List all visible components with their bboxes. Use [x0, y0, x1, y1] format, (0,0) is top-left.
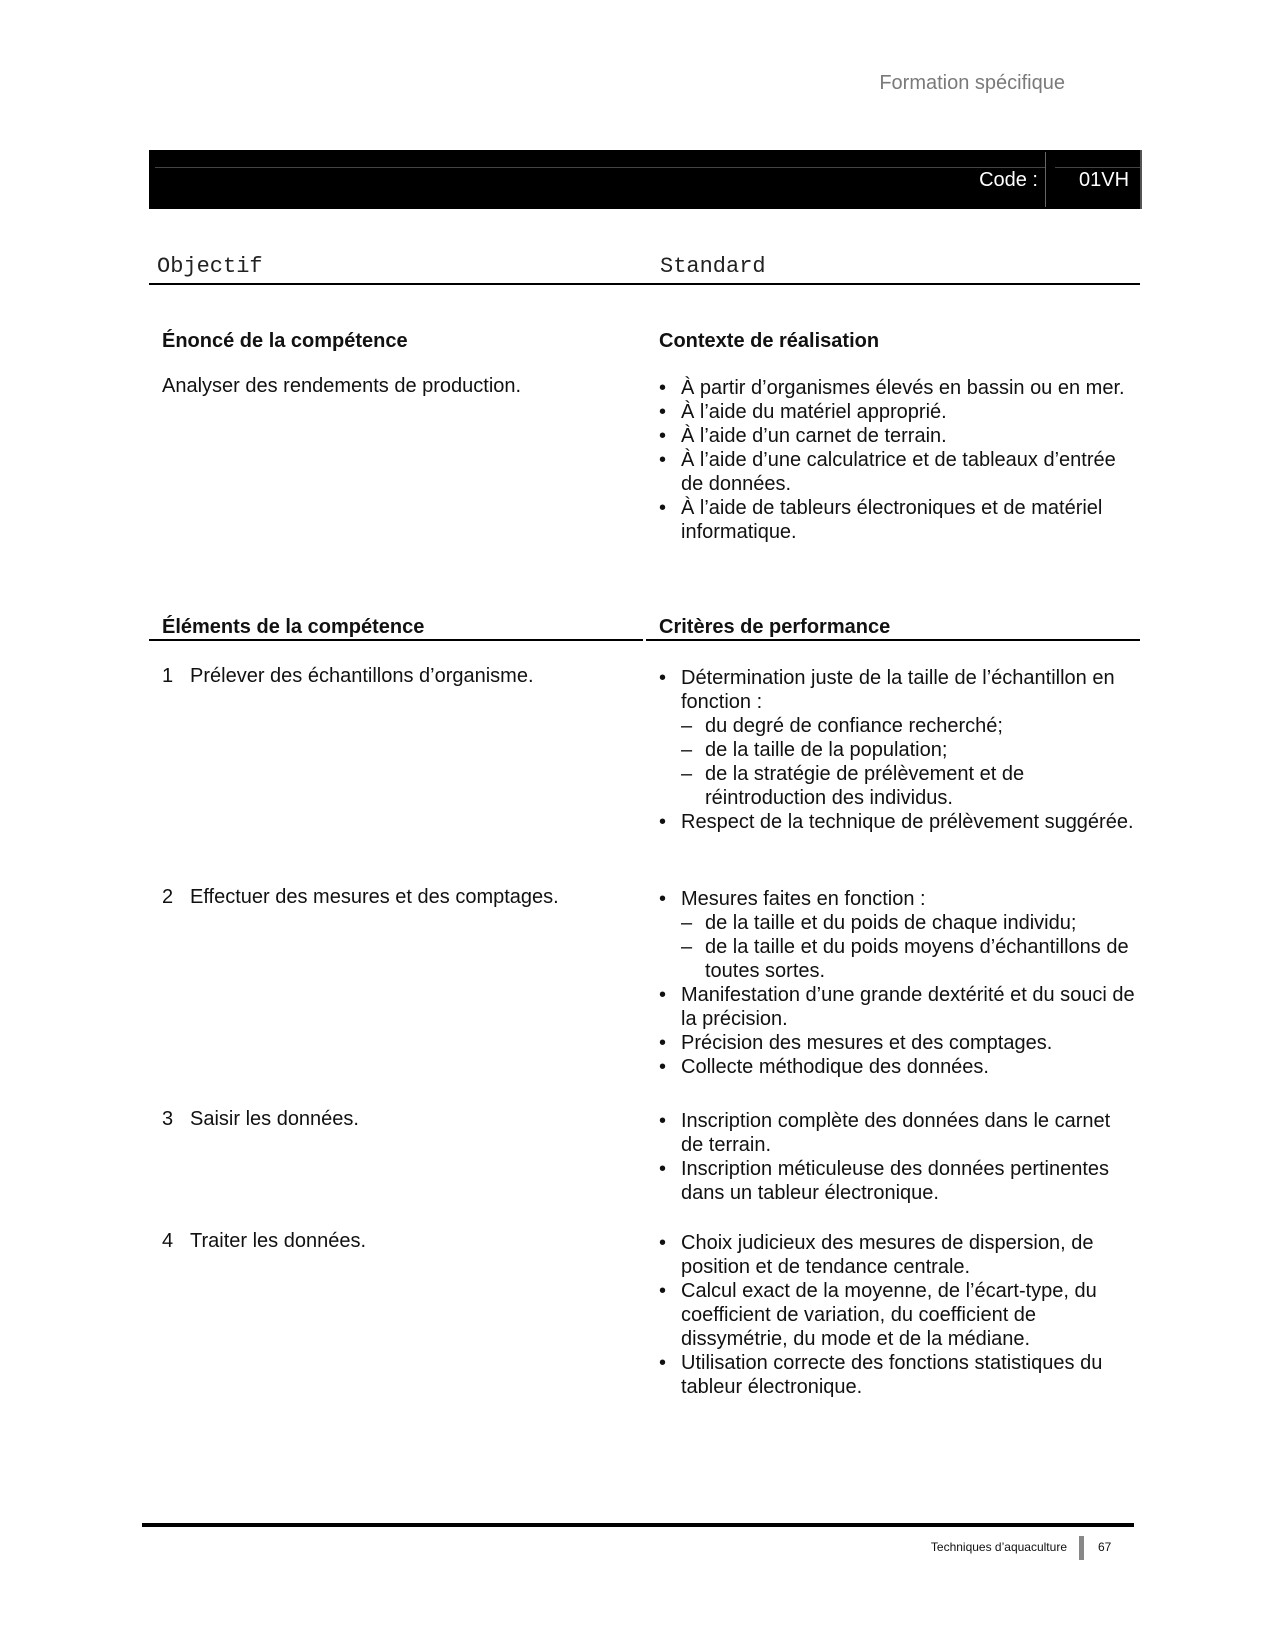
element-number: 1: [162, 665, 174, 687]
contexte-item: [659, 496, 1137, 544]
criterion-text: Précision des mesures et des comptages.: [681, 1032, 1053, 1054]
criterion-subitem-text: de la taille et du poids moyens d’échantillons de toutes sortes.: [705, 936, 1129, 982]
bullet-icon: •: [659, 449, 667, 471]
criteria-list: [659, 1109, 1137, 1205]
enonce-heading: Énoncé de la compétence: [162, 330, 408, 352]
contexte-item-text: À l’aide du matériel approprié.: [681, 401, 947, 423]
element-label: [162, 664, 632, 688]
bullet-icon: •: [659, 401, 667, 423]
dash-icon: –: [681, 912, 693, 934]
code-bar-divider: [1140, 150, 1142, 209]
bullet-icon: •: [659, 1056, 667, 1078]
criterion-subitem-text: de la taille de la population;: [705, 739, 948, 761]
section-title: Formation spécifique: [879, 72, 1065, 94]
element-number: 4: [162, 1230, 174, 1252]
bullet-icon: •: [659, 1232, 667, 1254]
bullet-icon: •: [659, 1032, 667, 1054]
code-value: 01VH: [1079, 169, 1130, 191]
contexte-heading: Contexte de réalisation: [659, 330, 880, 352]
bullet-icon: •: [659, 1352, 667, 1374]
criterion-text: Détermination juste de la taille de l’échantillon en fonction :: [681, 667, 1115, 713]
criterion-text: Inscription complète des données dans le carnet de terrain.: [681, 1110, 1111, 1156]
contexte-list: [659, 376, 1137, 544]
footer-divider: [1079, 1536, 1084, 1560]
contexte-item: [659, 376, 1137, 400]
criterion-item: [659, 666, 1137, 810]
dash-icon: –: [681, 715, 693, 737]
column-heading-standard: Standard: [660, 254, 766, 279]
element-text: Traiter les données.: [190, 1230, 367, 1252]
elements-heading: Éléments de la compétence: [162, 616, 425, 638]
contexte-item-text: À l’aide de tableurs électroniques et de matériel informatique.: [681, 497, 1103, 543]
criterion-item: [659, 1279, 1137, 1351]
bullet-icon: •: [659, 1280, 667, 1302]
element-text: Saisir les données.: [190, 1108, 359, 1130]
contexte-item-text: À l’aide d’une calculatrice et de tableaux d’entrée de données.: [681, 449, 1116, 495]
criteres-heading: Critères de performance: [659, 616, 891, 638]
dash-icon: –: [681, 763, 693, 785]
contexte-item: [659, 424, 1137, 448]
contexte-item: [659, 448, 1137, 496]
footer-rule: [142, 1523, 1134, 1527]
criterion-subitem: [681, 762, 1137, 810]
criterion-text: Choix judicieux des mesures de dispersion, de position et de tendance centrale.: [681, 1232, 1094, 1278]
criterion-text: Inscription méticuleuse des données pertinentes dans un tableur électronique.: [681, 1158, 1110, 1204]
criterion-item: [659, 1157, 1137, 1205]
code-bar-line: [1055, 167, 1140, 168]
footer-title: Techniques d’aquaculture: [930, 1540, 1067, 1554]
column-heading-rule: [149, 283, 1140, 285]
criterion-item: [659, 810, 1137, 834]
criterion-item: [659, 1031, 1137, 1055]
criterion-item: [659, 1351, 1137, 1399]
bullet-icon: •: [659, 425, 667, 447]
criterion-subitem: [681, 911, 1137, 935]
code-bar: [149, 150, 1142, 209]
criterion-item: [659, 983, 1137, 1031]
criterion-text: Manifestation d’une grande dextérité et du souci de la précision.: [681, 984, 1135, 1030]
criterion-item: [659, 887, 1137, 983]
criterion-subitem: [681, 935, 1137, 983]
criterion-subitem: [681, 738, 1137, 762]
page-number: 67: [1098, 1540, 1112, 1554]
criteria-list: [659, 666, 1137, 834]
element-number: 3: [162, 1108, 174, 1130]
criterion-item: [659, 1055, 1137, 1079]
criterion-text: Collecte méthodique des données.: [681, 1056, 989, 1078]
criterion-subitem: [681, 714, 1137, 738]
code-bar-divider: [1045, 152, 1046, 207]
criteres-rule: [646, 639, 1140, 641]
contexte-item: [659, 400, 1137, 424]
criterion-text: Utilisation correcte des fonctions statistiques du tableur électronique.: [681, 1352, 1103, 1398]
contexte-item-text: À partir d’organismes élevés en bassin ou en mer.: [681, 377, 1125, 399]
element-label: [162, 1107, 632, 1131]
bullet-icon: •: [659, 497, 667, 519]
criterion-item: [659, 1231, 1137, 1279]
enonce-text: Analyser des rendements de production.: [162, 375, 522, 397]
dash-icon: –: [681, 739, 693, 761]
element-text: Prélever des échantillons d’organisme.: [190, 665, 534, 687]
criterion-text: Mesures faites en fonction :: [681, 888, 926, 910]
bullet-icon: •: [659, 888, 667, 910]
criterion-sublist: [681, 911, 1137, 983]
bullet-icon: •: [659, 811, 667, 833]
criteria-list: [659, 887, 1137, 1079]
dash-icon: –: [681, 936, 693, 958]
criterion-subitem-text: du degré de confiance recherché;: [705, 715, 1003, 737]
criterion-sublist: [681, 714, 1137, 810]
criterion-item: [659, 1109, 1137, 1157]
element-label: [162, 885, 632, 909]
code-label: Code :: [979, 169, 1038, 191]
element-label: [162, 1229, 632, 1253]
element-number: 2: [162, 886, 174, 908]
criterion-text: Respect de la technique de prélèvement suggérée.: [681, 811, 1134, 833]
criteria-list: [659, 1231, 1137, 1399]
elements-rule: [149, 639, 643, 641]
bullet-icon: •: [659, 1110, 667, 1132]
criterion-subitem-text: de la stratégie de prélèvement et de réintroduction des individus.: [705, 763, 1025, 809]
bullet-icon: •: [659, 1158, 667, 1180]
code-bar-line: [155, 167, 1045, 168]
element-text: Effectuer des mesures et des comptages.: [190, 886, 559, 908]
criterion-subitem-text: de la taille et du poids de chaque individu;: [705, 912, 1077, 934]
criterion-text: Calcul exact de la moyenne, de l’écart-type, du coefficient de variation, du coefficient de dissymétrie, du mode et de la médiane.: [681, 1280, 1097, 1350]
bullet-icon: •: [659, 667, 667, 689]
contexte-item-text: À l’aide d’un carnet de terrain.: [681, 425, 947, 447]
column-heading-objectif: Objectif: [157, 254, 263, 279]
bullet-icon: •: [659, 984, 667, 1006]
bullet-icon: •: [659, 377, 667, 399]
